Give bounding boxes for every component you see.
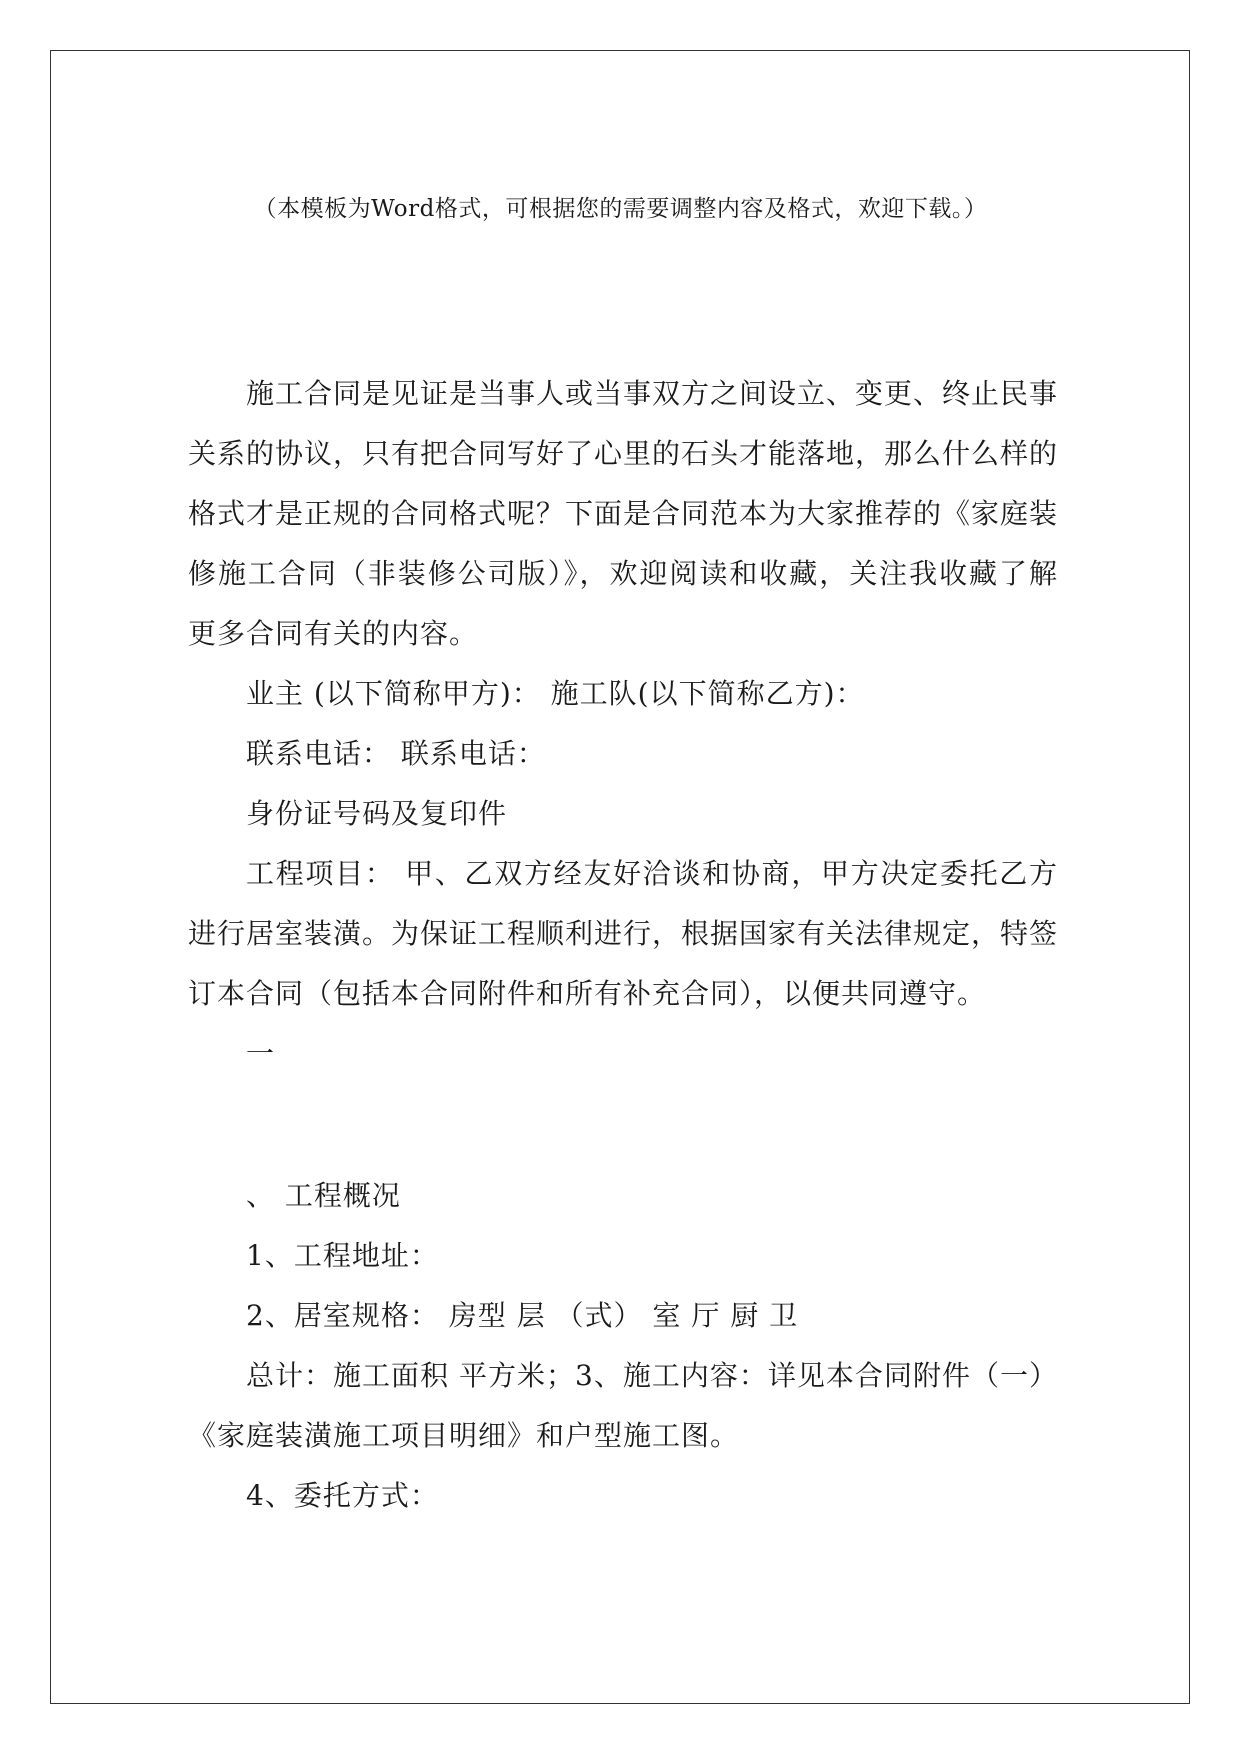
template-note: （本模板为Word格式，可根据您的需要调整内容及格式，欢迎下载。）: [253, 196, 988, 222]
phone-line: 联系电话： 联系电话：: [246, 737, 546, 770]
intro-paragraph: 施工合同是见证是当事人或当事双方之间设立、变更、终止民事关系的协议，只有把合同写好了心里的石头才能落地，那么什么样的格式才是正规的合同格式呢？下面是合同范本为大家推荐的《家庭装修施工合同（非装修公司版）》，欢迎阅读和收藏，关注我收藏了解更多合同有关的内容。: [188, 377, 1059, 650]
section-number: 一: [246, 1037, 276, 1070]
parties-line: 业主 (以下简称甲方)： 施工队(以下简称乙方)：: [246, 677, 865, 710]
contract-body: [188, 364, 1058, 1526]
commission-line: 4、委托方式：: [246, 1479, 439, 1512]
address-line: 1、工程地址：: [246, 1239, 439, 1272]
total-area-paragraph: 总计：施工面积 平方米；3、施工内容：详见本合同附件（一）《家庭装潢施工项目明细》和户型施工图。: [188, 1359, 1058, 1452]
project-paragraph: 工程项目： 甲、乙双方经友好洽谈和协商，甲方决定委托乙方进行居室装潢。为保证工程顺利进行，根据国家有关法律规定，特签订本合同（包括本合同附件和所有补充合同），以便共同遵守。: [188, 857, 1059, 1010]
id-line: 身份证号码及复印件: [246, 797, 508, 830]
room-spec-line: 2、居室规格： 房型 层 （式） 室 厅 厨 卫: [246, 1299, 799, 1332]
section-heading: 、 工程概况: [246, 1179, 401, 1212]
section-gap: [188, 1084, 1058, 1166]
